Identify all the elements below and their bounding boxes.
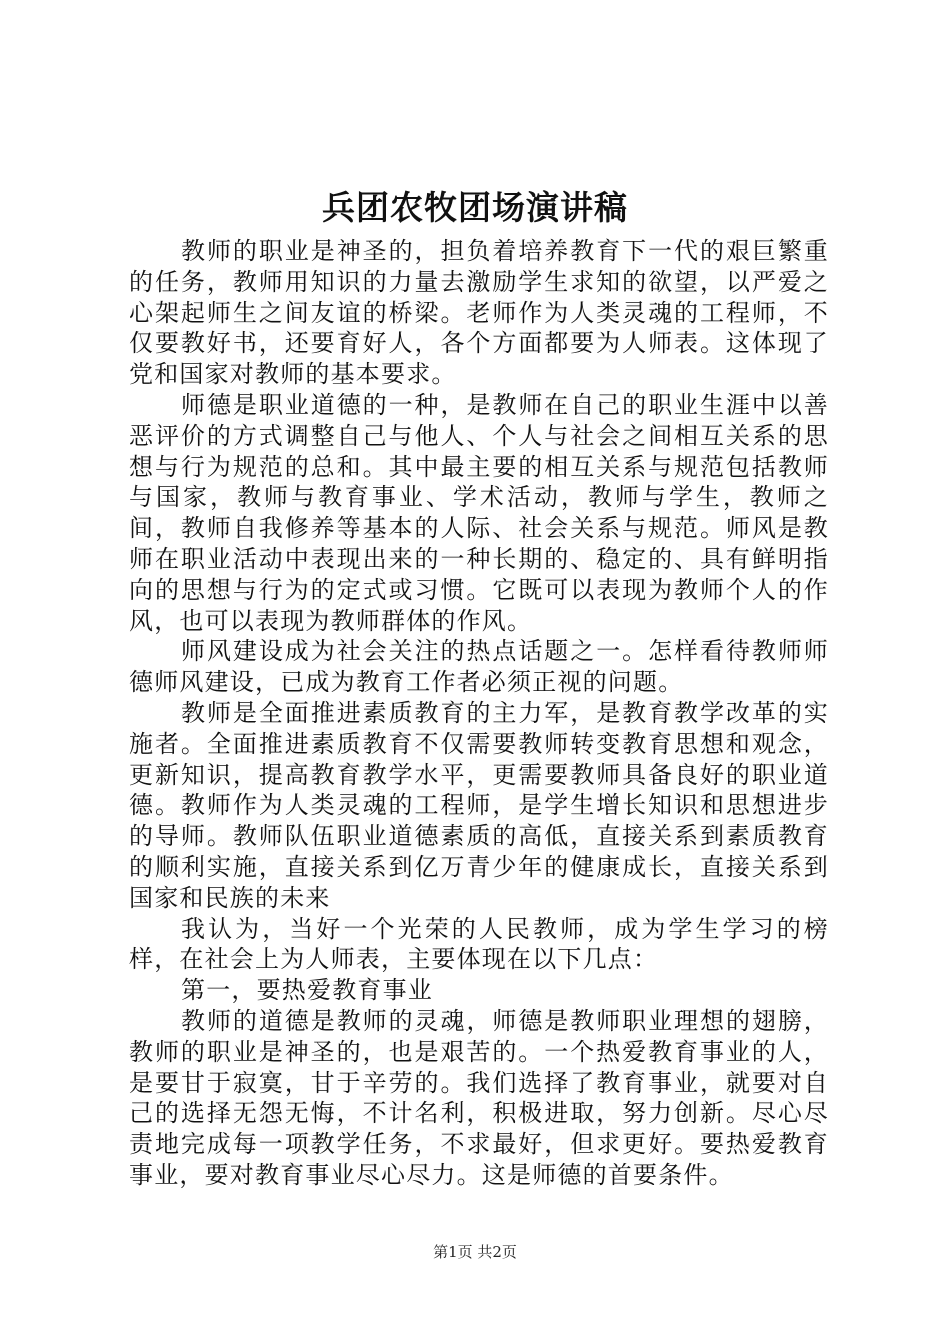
document-body [129, 236, 829, 1191]
paragraph-5: 我认为，当好一个光荣的人民教师，成为学生学习的榜样，在社会上为人师表，主要体现在以下几点： [129, 914, 829, 974]
paragraph-1: 教师的职业是神圣的，担负着培养教育下一代的艰巨繁重的任务，教师用知识的力量去激励学生求知的欲望，以严爱之心架起师生之间友谊的桥梁。老师作为人类灵魂的工程师，不仅要教好书，还要育好人，各个方面都要为人师表。这体现了党和国家对教师的基本要求。 [129, 237, 829, 389]
paragraph-3: 师风建设成为社会关注的热点话题之一。怎样看待教师师德师风建设，已成为教育工作者必须正视的问题。 [129, 637, 829, 697]
section-heading-first: 第一，要热爱教育事业 [181, 976, 433, 1005]
document-title: 兵团农牧团场演讲稿 [322, 188, 628, 227]
page-number-footer: 第1页 共2页 [433, 1243, 517, 1261]
paragraph-2: 师德是职业道德的一种，是教师在自己的职业生涯中以善恶评价的方式调整自己与他人、个人与社会之间相互关系的思想与行为规范的总和。其中最主要的相互关系与规范包括教师与国家，教师与教育事业、学术活动，教师与学生，教师之间，教师自我修养等基本的人际、社会关系与规范。师风是教师在职业活动中表现出来的一种长期的、稳定的、具有鲜明指向的思想与行为的定式或习惯。它既可以表现为教师个人的作风，也可以表现为教师群体的作风。 [129, 390, 829, 635]
paragraph-4: 教师是全面推进素质教育的主力军，是教育教学改革的实施者。全面推进素质教育不仅需要教师转变教育思想和观念，更新知识，提高教育教学水平，更需要教师具备良好的职业道德。教师作为人类灵魂的工程师，是学生增长知识和思想进步的导师。教师队伍职业道德素质的高低，直接关系到素质教育的顺利实施，直接关系到亿万青少年的健康成长，直接关系到国家和民族的未来 [129, 698, 829, 912]
paragraph-7: 教师的道德是教师的灵魂，师德是教师职业理想的翅膀，教师的职业是神圣的，也是艰苦的。一个热爱教育事业的人，是要甘于寂寞，甘于辛劳的。我们选择了教育事业，就要对自己的选择无怨无悔，不计名利，积极进取，努力创新。尽心尽责地完成每一项教学任务，不求最好，但求更好。要热爱教育事业，要对教育事业尽心尽力。这是师德的首要条件。 [129, 1006, 829, 1189]
